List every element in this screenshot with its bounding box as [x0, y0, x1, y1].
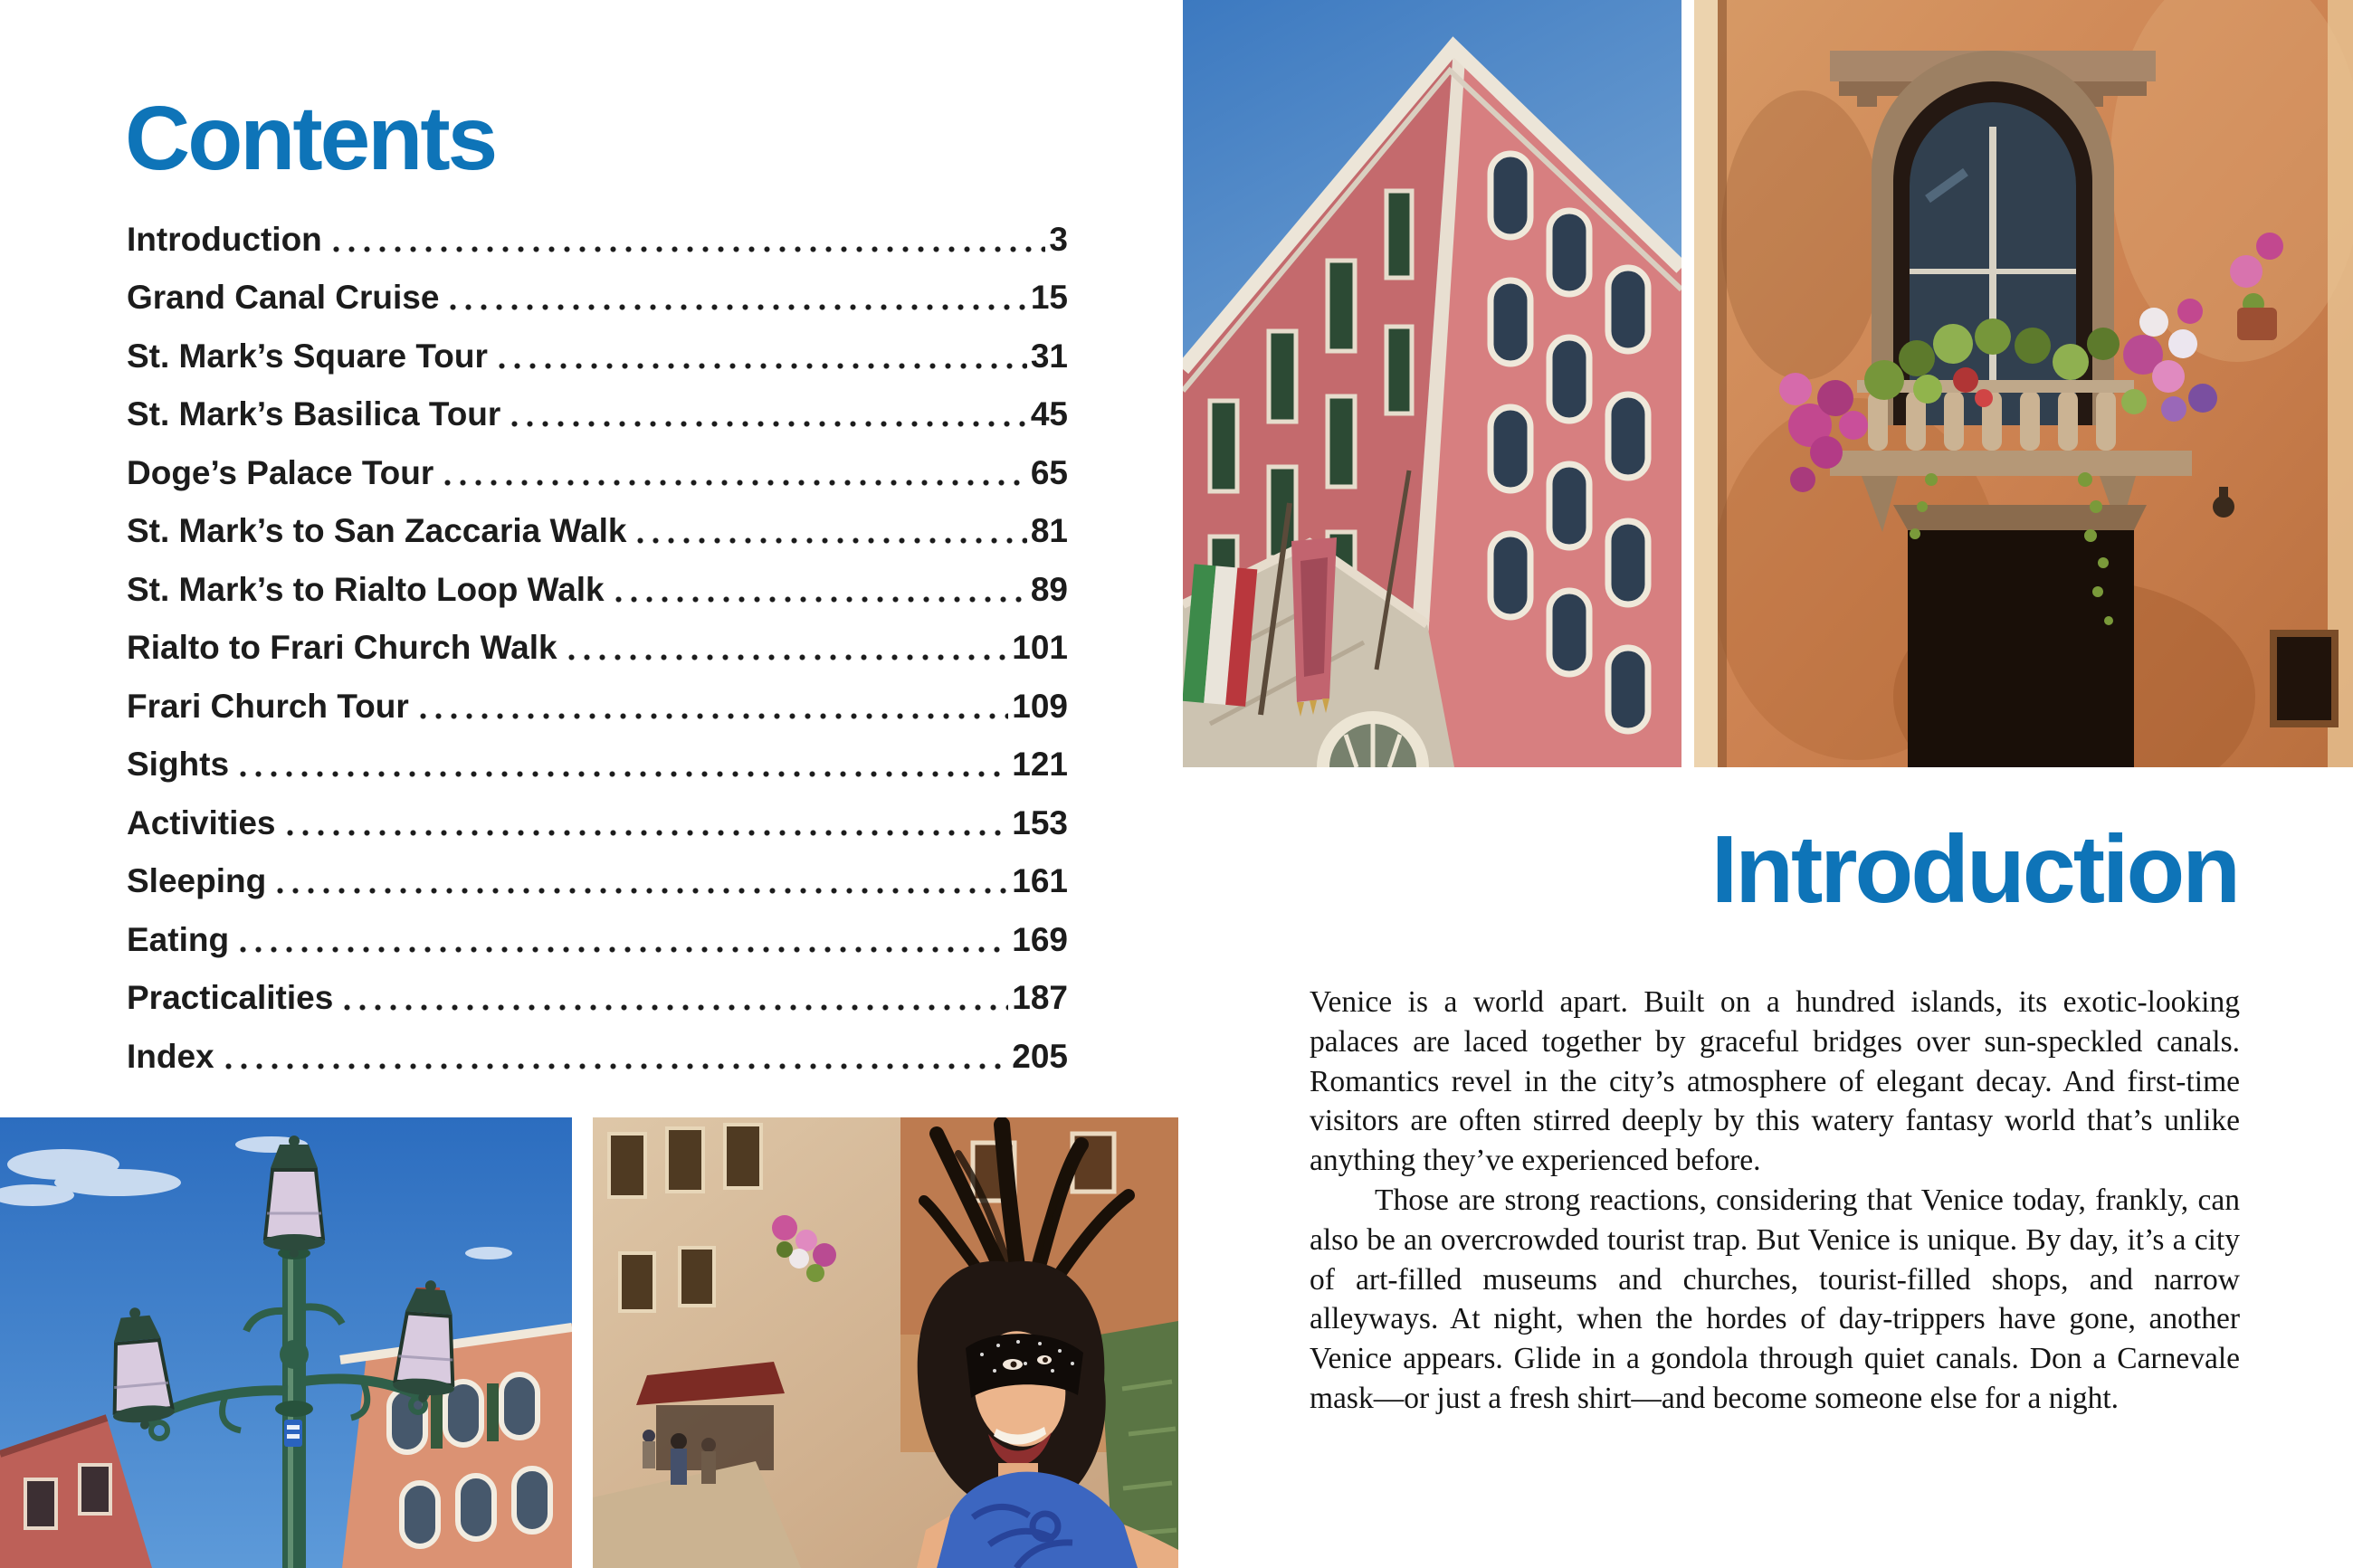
toc-entry: [127, 960, 1068, 1019]
toc-entry-page: 3: [1049, 220, 1068, 258]
dot-leader: [511, 421, 1027, 427]
dot-leader: [277, 888, 1008, 894]
toc-entry: [127, 668, 1068, 727]
dot-leader: [420, 713, 1008, 719]
dot-leader: [287, 830, 1009, 836]
dot-leader: [499, 363, 1027, 369]
toc-entry: [127, 434, 1068, 493]
toc-entry: [127, 260, 1068, 318]
dot-leader: [568, 654, 1009, 660]
introduction-title: Introduction: [1710, 816, 2238, 923]
toc-entry-page: 101: [1012, 629, 1068, 667]
contents-title: Contents: [125, 88, 496, 189]
balcony-illustration: [1694, 0, 2353, 767]
dot-leader: [344, 1004, 1008, 1011]
toc-entry-label: Introduction: [127, 220, 322, 258]
toc-entry-label: Sleeping: [127, 862, 267, 900]
toc-entry-label: St. Mark’s Basilica Tour: [127, 395, 501, 433]
toc-entry: [127, 551, 1068, 610]
dot-leader: [333, 246, 1046, 252]
toc-entry-page: 109: [1012, 687, 1068, 725]
toc-entry: [127, 376, 1068, 435]
toc-entry-label: St. Mark’s Square Tour: [127, 337, 488, 375]
lamppost-illustration: [0, 1117, 572, 1568]
toc-entry-label: St. Mark’s to Rialto Loop Walk: [127, 570, 605, 608]
toc-entry: [127, 493, 1068, 552]
toc-entry-page: 89: [1030, 570, 1068, 608]
mask-illustration: [593, 1117, 1178, 1568]
toc-entry: [127, 901, 1068, 960]
dot-leader: [240, 946, 1008, 953]
toc-entry: [127, 201, 1068, 260]
toc-entry: [127, 784, 1068, 843]
toc-entry-page: 161: [1012, 862, 1068, 900]
toc-entry: [127, 727, 1068, 785]
toc-entry-label: Rialto to Frari Church Walk: [127, 629, 557, 667]
toc-entry-label: Frari Church Tour: [127, 687, 409, 725]
introduction-paragraph: Those are strong reactions, considering that Venice today, frankly, can also be an overcrowded tourist trap. But Venice is unique. By day, it’s a city of art-filled museums and churches, tourist-filled shops, and narrow alleyways. At night, when the hordes of day-trippers have gone, another Venice appears. Glide in a gondola through quiet canals. Don a Carnevale mask—or just a fresh shirt—and become someone else for a night.: [1310, 1183, 2240, 1415]
toc-entry: [127, 843, 1068, 902]
toc-entry: [127, 1018, 1068, 1077]
photo-pink-palazzo: [1183, 0, 1681, 767]
introduction-body: [1310, 983, 2240, 1419]
dot-leader: [225, 1063, 1009, 1069]
toc-entry-label: St. Mark’s to San Zaccaria Walk: [127, 512, 627, 550]
toc-entry-label: Activities: [127, 803, 276, 841]
palazzo-illustration: [1183, 0, 1681, 767]
introduction-paragraph: Venice is a world apart. Built on a hundred islands, its exotic-looking palaces are laced together by graceful bridges over sun-speckled canals. Romantics revel in the city’s atmosphere of elegant decay. And first-time visitors are often stirred deeply by this watery fantasy world that’s unlike anything they’ve experienced before.: [1310, 985, 2240, 1178]
toc-entry-label: Sights: [127, 746, 230, 784]
toc-entry-page: 153: [1012, 803, 1068, 841]
photo-flower-balcony: [1694, 0, 2353, 767]
photo-venetian-lamppost: [0, 1117, 572, 1568]
dot-leader: [450, 304, 1026, 310]
dot-leader: [615, 596, 1027, 603]
toc-entry-page: 121: [1012, 746, 1068, 784]
toc-entry-label: Index: [127, 1037, 214, 1075]
toc-entry-page: 31: [1030, 337, 1068, 375]
toc-entry-page: 15: [1030, 279, 1068, 317]
toc-entry-page: 81: [1030, 512, 1068, 550]
toc-entry-label: Grand Canal Cruise: [127, 279, 440, 317]
dot-leader: [444, 480, 1027, 486]
toc-entry-page: 187: [1012, 979, 1068, 1017]
table-of-contents: [127, 201, 1068, 1077]
toc-entry-page: 169: [1012, 920, 1068, 958]
dot-leader: [637, 537, 1026, 544]
toc-entry-page: 205: [1012, 1037, 1068, 1075]
toc-entry-page: 65: [1030, 453, 1068, 491]
toc-entry-label: Practicalities: [127, 979, 334, 1017]
toc-entry-page: 45: [1030, 395, 1068, 433]
toc-entry-label: Eating: [127, 920, 230, 958]
toc-entry: [127, 318, 1068, 376]
photo-carnevale-mask: [593, 1117, 1178, 1568]
toc-entry: [127, 610, 1068, 669]
dot-leader: [240, 771, 1008, 777]
toc-entry-label: Doge’s Palace Tour: [127, 453, 434, 491]
